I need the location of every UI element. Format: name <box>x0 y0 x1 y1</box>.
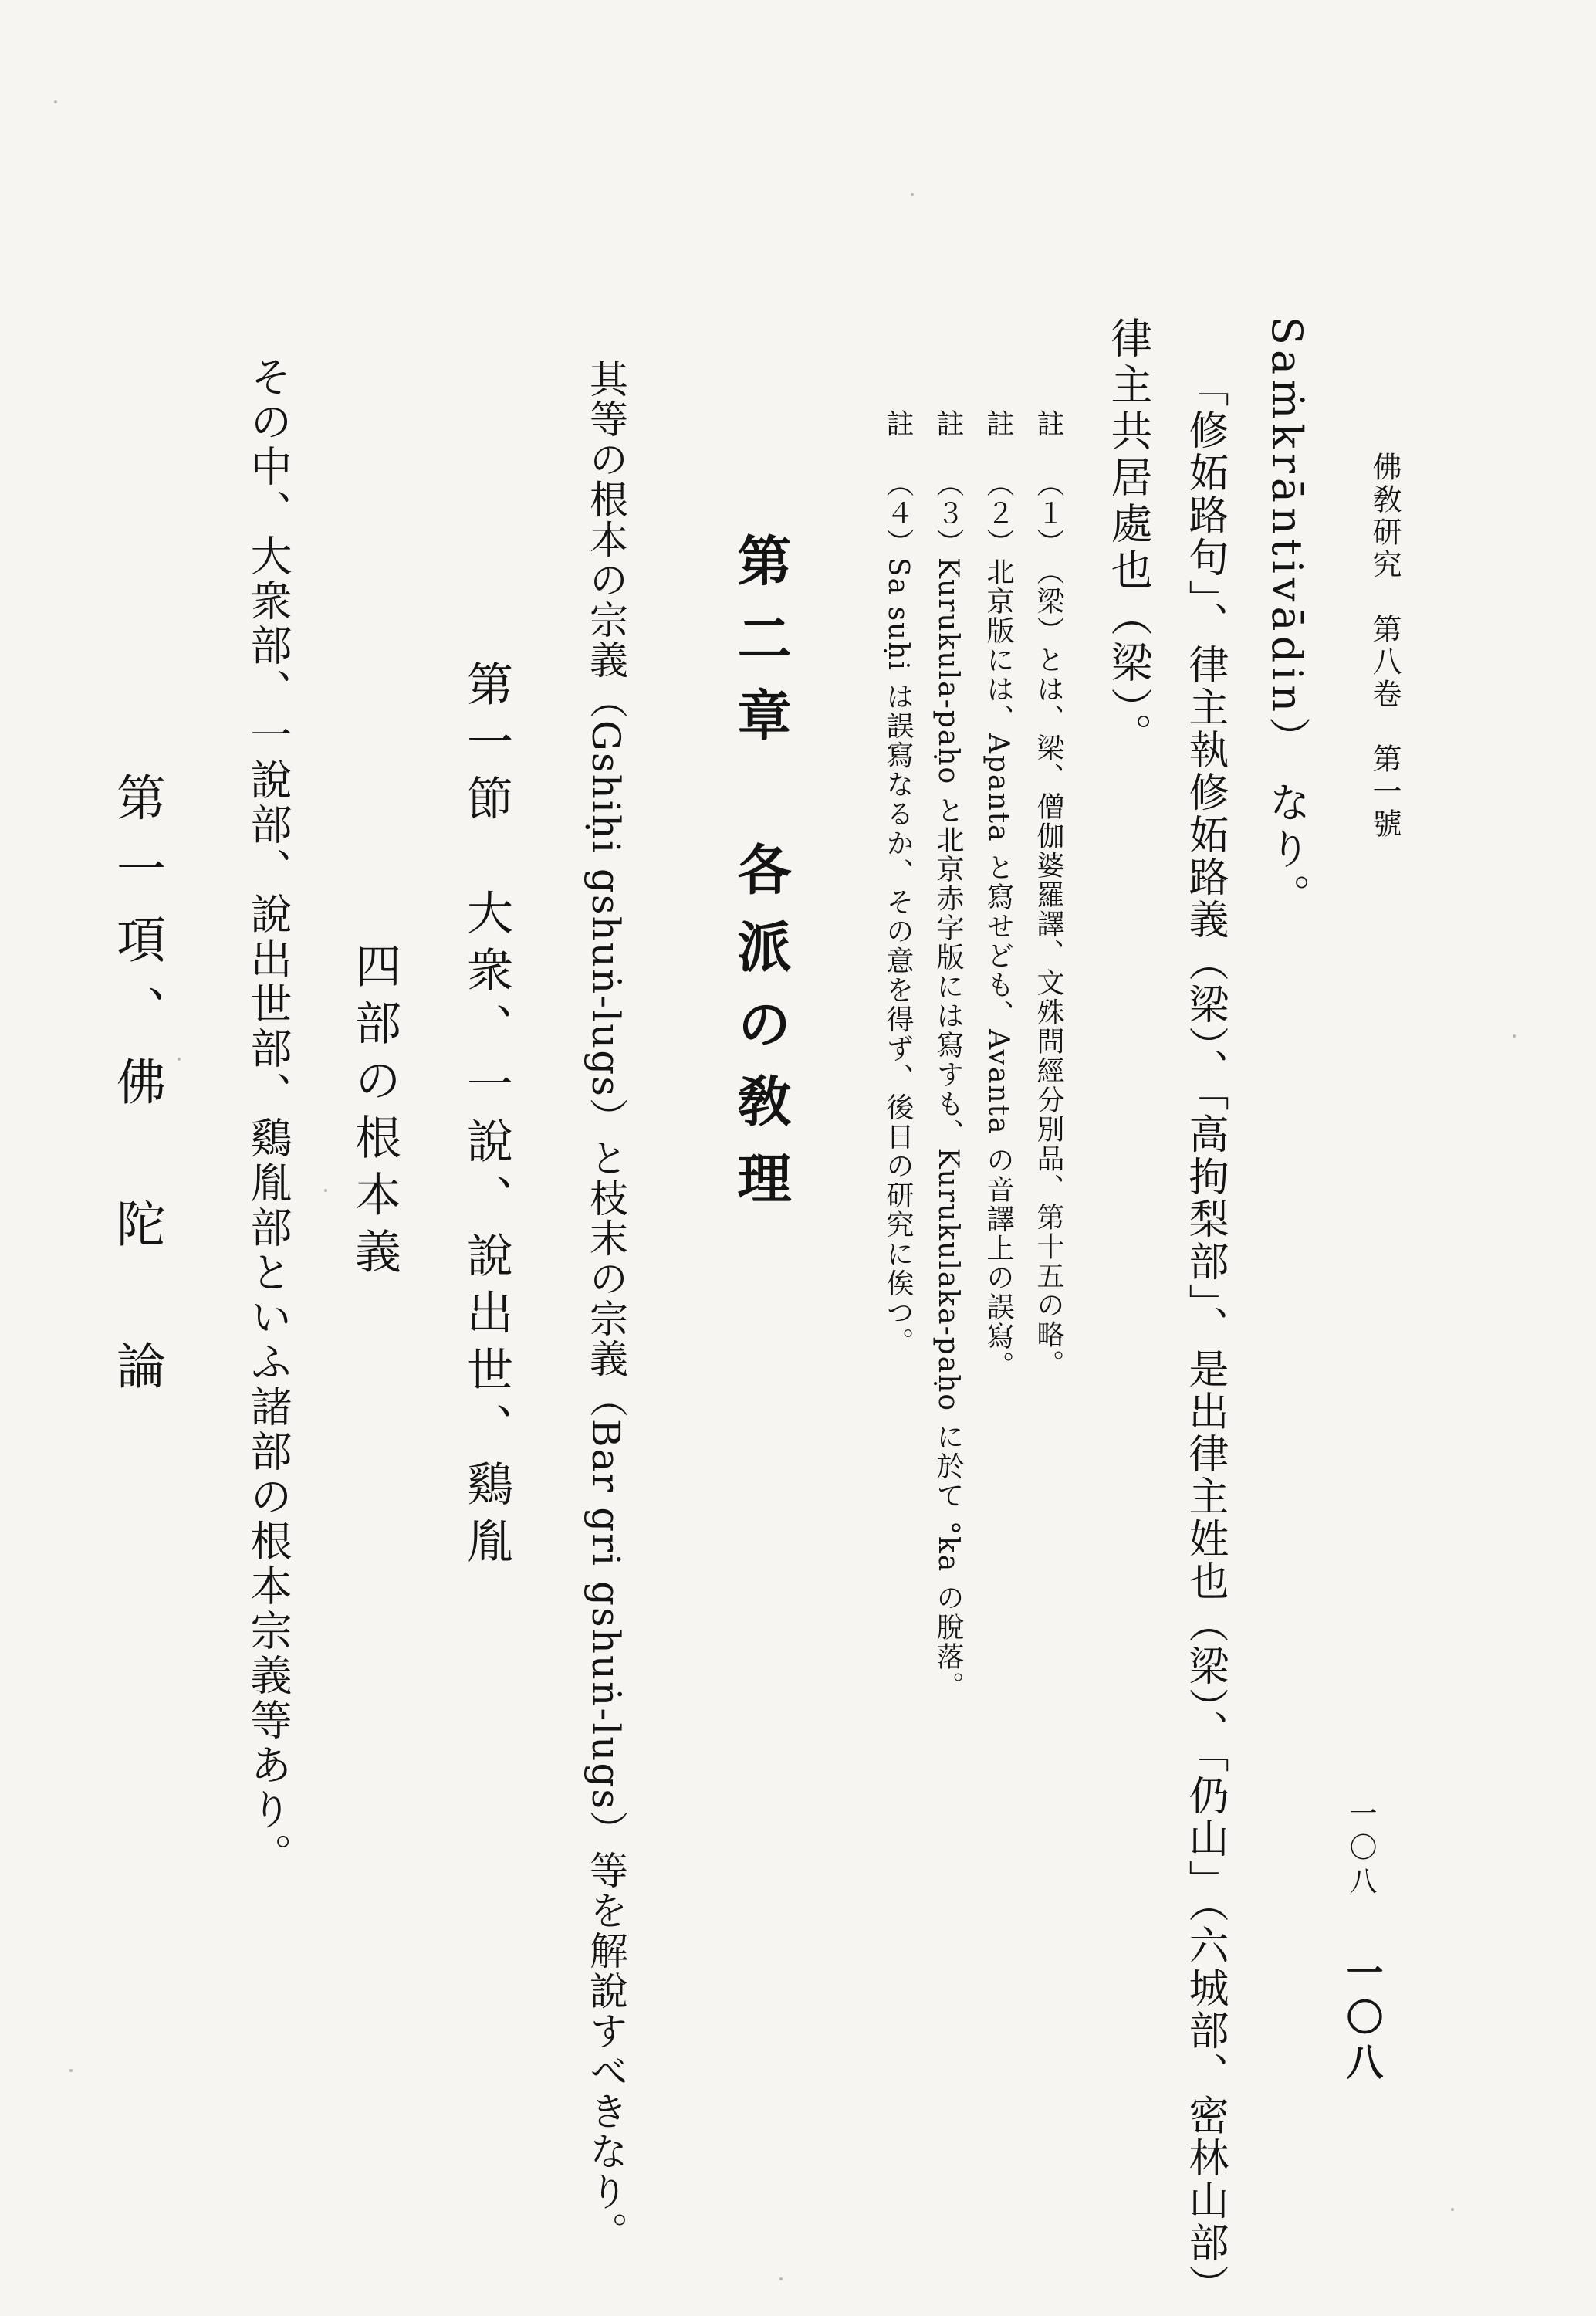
chapter-heading: 第二章 各派の敎理 <box>729 533 793 1227</box>
journal-header: 佛敎研究 第八卷 第一號 <box>1368 452 1402 841</box>
footnote-label: 註 <box>882 409 914 438</box>
body-after-section: その中、大衆部、一說部、說出世部、鷄胤部といふ諸部の根本宗義等あり。 <box>244 355 292 1878</box>
page-number-large: 一〇八 <box>1340 1953 1383 2087</box>
footnote-text: （梁）とは、梁、僧伽婆羅譯、文殊問經分別品、第十五の略。 <box>1033 557 1064 1379</box>
footnote-2 <box>984 409 1012 1380</box>
scan-speck <box>178 1058 181 1061</box>
scan-speck <box>54 100 57 103</box>
footnote-number: （１） <box>1033 469 1064 557</box>
section-subtitle: 四部の根本義 <box>347 942 401 1285</box>
footnote-text: 北京版には、Apanta と寫せども、Avanta の音譯上の誤寫。 <box>982 557 1014 1380</box>
scan-speck <box>779 2277 783 2280</box>
scan-speck <box>911 193 914 196</box>
body-line-1: Saṁkrāntivādin） なり。 <box>1263 317 1311 920</box>
body-line-3: 律主共居處也（梁）。 <box>1104 317 1153 759</box>
page-number-small: 一〇八 <box>1345 1799 1377 1901</box>
footnote-1 <box>1034 409 1062 1379</box>
footnote-text: Kurukula-paḥo と北京赤字版には寫すも、Kurukulaka-paḥo に於て °ka の脫落。 <box>932 557 964 1701</box>
intro-line: 其等の根本の宗義（Gshiḥi gshuṅ-lugs）と枝末の宗義（Bar gri gshuṅ-lugs）等を解說すべきなり。 <box>583 359 628 2253</box>
footnote-text: Sa suḥi は誤寫なるか、その意を得ず、後日の研究に俟つ。 <box>882 557 914 1357</box>
footnote-number: （４） <box>882 469 914 557</box>
scan-speck <box>69 2069 73 2072</box>
footnote-label: 註 <box>982 409 1014 438</box>
body-line-2: 「修妬路句」、律主執修妬路義（梁）、「高拘梨部」、是出律主姓也（梁）、「仍山」（六城部、密林山部） <box>1182 367 1228 2307</box>
item-heading: 第一項、佛 陀 論 <box>108 772 165 1411</box>
footnote-3 <box>934 409 962 1701</box>
footnote-number: （２） <box>982 469 1014 557</box>
footnote-4 <box>882 409 914 1357</box>
scan-speck <box>1451 2208 1454 2211</box>
footnote-label: 註 <box>932 409 964 438</box>
footnote-label: 註 <box>1033 409 1064 438</box>
scan-speck <box>324 1189 327 1192</box>
footnote-number: （３） <box>932 469 964 557</box>
scan-speck <box>1513 1034 1516 1038</box>
section-heading: 第一節 大衆、一說、說出世、鷄胤 <box>459 660 513 1574</box>
